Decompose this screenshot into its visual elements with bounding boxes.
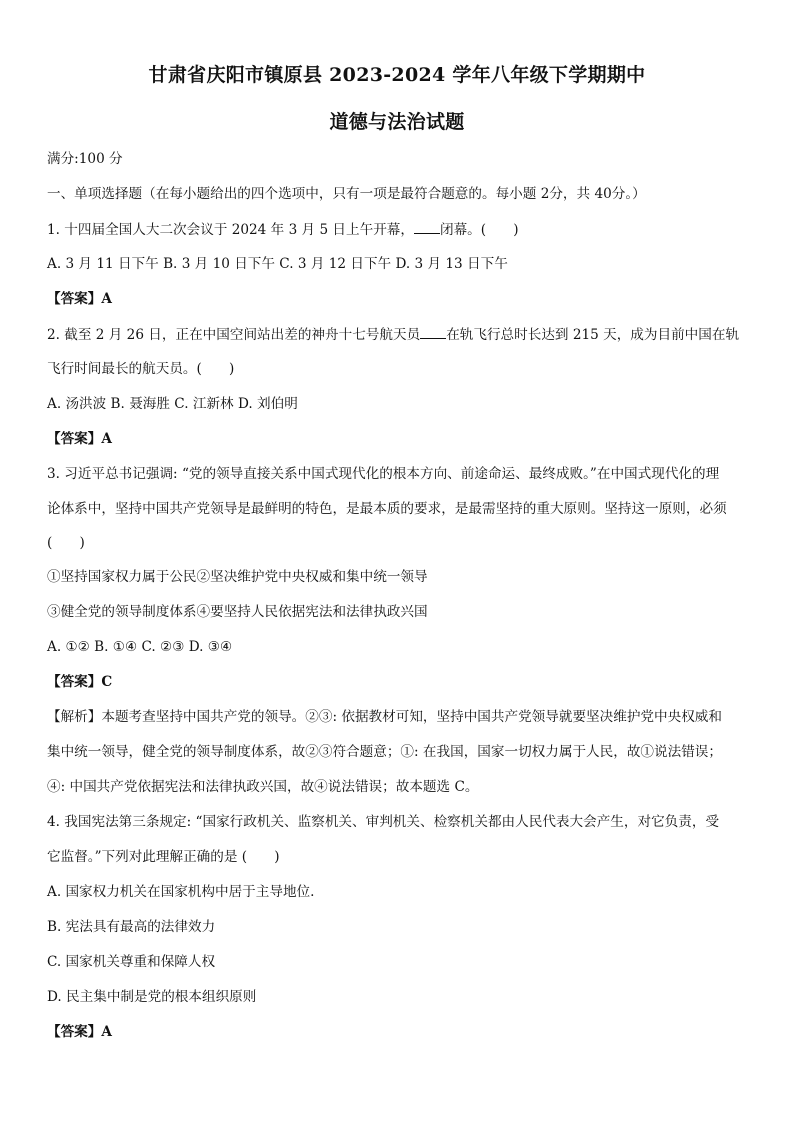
question-3-analysis-line-1: 【解析】本题考查坚持中国共产党的领导。②③: 依据教材可知，坚持中国共产党领导就要坚决维护党中央权威和 — [47, 709, 722, 725]
question-3-stem-line-3: ( ) — [47, 535, 85, 551]
question-1-answer: 【答案】A — [47, 291, 112, 307]
question-3-analysis-line-3: ④: 中国共产党依据宪法和法律执政兴国，故④说法错误；故本题选 C。 — [47, 779, 479, 795]
question-4-option-a: A. 国家权力机关在国家机构中居于主导地位. — [47, 884, 315, 900]
full-score: 满分:100 分 — [47, 151, 123, 167]
question-3-answer: 【答案】C — [47, 674, 113, 690]
document-title: 甘肃省庆阳市镇原县 2023-2024 学年八年级下学期期中 — [148, 64, 646, 86]
section-heading: 一、单项选择题（在每小题给出的四个选项中，只有一项是最符合题意的。每小题 2分，共 40分。） — [47, 186, 646, 202]
question-2-stem-part-b: 在轨飞行总时长达到 215 天，成为目前中国在轨 — [446, 327, 740, 343]
question-3-stem-line-2: 论体系中，坚持中国共产党领导是最鲜明的特色，是最本质的要求，是最需坚持的重大原则。坚持这一原则，必须 — [47, 501, 727, 517]
answer-blank — [420, 324, 446, 339]
question-4-stem-line-2: 它监督。”下列对此理解正确的是 ( ) — [47, 849, 280, 865]
question-2-stem-part-a: 2. 截至 2 月 26 日，正在中国空间站出差的神舟十七号航天员 — [47, 327, 421, 343]
question-3-options: A. ①② B. ①④ C. ②③ D. ③④ — [47, 639, 233, 655]
question-2-stem-continued: 飞行时间最长的航天员。( ) — [47, 361, 235, 377]
question-4-option-c: C. 国家机关尊重和保障人权 — [47, 954, 216, 970]
question-1-stem — [47, 219, 764, 240]
question-4-option-d: D. 民主集中制是党的根本组织原则 — [47, 989, 257, 1005]
question-3-analysis-line-2: 集中统一领导，健全党的领导制度体系，故②③符合题意；①: 在我国，国家一切权力属于人民，故①说法错误； — [47, 744, 722, 760]
document-subtitle: 道德与法治试题 — [329, 111, 465, 133]
question-1-stem-part-a: 1. 十四届全国人大二次会议于 2024 年 3 月 5 日上午开幕， — [47, 222, 414, 238]
question-3-items-line-1: ①坚持国家权力属于公民②坚决维护党中央权威和集中统一领导 — [47, 569, 428, 585]
question-2-answer: 【答案】A — [47, 431, 112, 447]
question-1-stem-part-b: 闭幕。( ) — [439, 222, 519, 238]
question-4-option-b: B. 宪法具有最高的法律效力 — [47, 919, 216, 935]
question-1-options: A. 3 月 11 日下午 B. 3 月 10 日下午 C. 3 月 12 日下午 D. 3 月 13 日下午 — [47, 256, 508, 272]
question-3-stem-line-1: 3. 习近平总书记强调: “党的领导直接关系中国式现代化的根本方向、前途命运、最终成败。”在中国式现代化的理 — [47, 466, 720, 482]
answer-blank — [414, 219, 440, 234]
question-4-stem-line-1: 4. 我国宪法第三条规定: “国家行政机关、监察机关、审判机关、检察机关都由人民代表大会产生，对它负责，受 — [47, 814, 720, 830]
question-2-stem — [47, 324, 764, 345]
question-4-answer: 【答案】A — [47, 1024, 112, 1040]
question-2-options: A. 汤洪波 B. 聂海胜 C. 江新林 D. 刘伯明 — [47, 396, 298, 412]
question-3-items-line-2: ③健全党的领导制度体系④要坚持人民依据宪法和法律执政兴国 — [47, 604, 428, 620]
